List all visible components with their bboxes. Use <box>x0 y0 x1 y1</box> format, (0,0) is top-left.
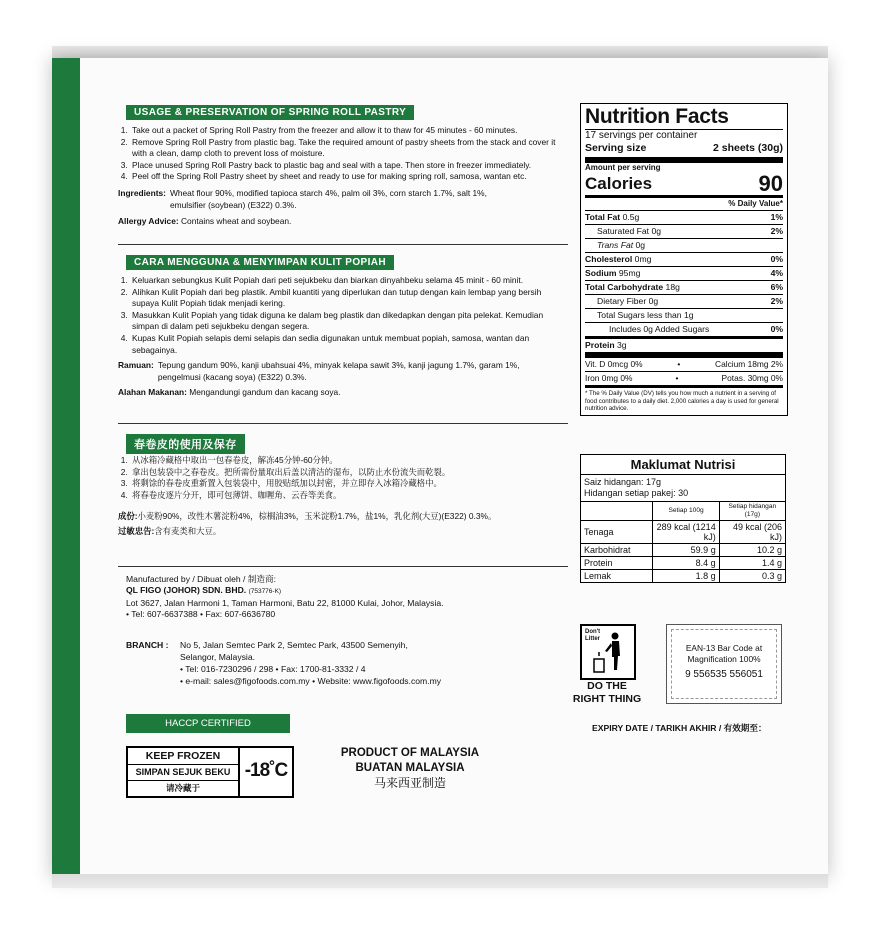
alahan-label: Alahan Makanan: <box>118 387 187 398</box>
maklumat-label: Lemak <box>581 570 653 583</box>
nutrient-label <box>585 239 645 252</box>
nutrient-name: Total Carbohydrate <box>585 282 664 292</box>
maklumat-table <box>581 501 785 582</box>
ingredients-label: Ingredients: <box>118 187 166 198</box>
usage-en-step: 3. Place unused Spring Roll Pastry back to plastic bag and seal with a tape. Then store in freezer immediately. <box>130 160 568 172</box>
amount-per-serving: Amount per serving <box>585 157 783 173</box>
maklumat-per-serving: 10.2 g <box>719 544 785 557</box>
usage-zh-heading: 春卷皮的使用及保存 <box>126 434 245 454</box>
nutrient-amount: 0mg <box>634 254 652 264</box>
nutrient-label <box>585 253 651 266</box>
nutrient-amount: 1g <box>683 310 694 320</box>
maklumat-per-serving: 1.4 g <box>719 557 785 570</box>
nutrient-name: Includes 0g Added Sugars <box>609 324 710 334</box>
manufacturer-name: QL FIGO (JOHOR) SDN. BHD. <box>126 585 247 596</box>
usage-en-step: 2. Remove Spring Roll Pastry from plastic bag. Take the required amount of pastry sheets from the stack and cover it with a clean, damp cloth to prevent loss of moisture. <box>130 137 568 160</box>
maklumat-per-100g: 1.8 g <box>653 570 719 583</box>
maklumat-label: Karbohidrat <box>581 544 653 557</box>
maklumat-row <box>581 570 785 583</box>
origin-block <box>320 746 500 791</box>
divider <box>118 244 568 245</box>
nutrient-amount: 0g <box>648 296 659 306</box>
origin-en: PRODUCT OF MALAYSIA <box>340 747 480 759</box>
nutrient-dv: 0% <box>770 324 783 334</box>
usage-zh-step: 3. 将剩馀的春卷皮重新置入包装袋中，用胶贴纸加以封密，并立即存入冰箱冷藏格中。 <box>130 478 578 490</box>
divider <box>118 423 568 424</box>
nutrient-row <box>585 280 783 294</box>
branch-line: No 5, Jalan Semtec Park 2, Semtec Park, 43500 Semenyih, <box>180 640 408 650</box>
maklumat-nutrisi-panel <box>580 454 786 583</box>
nutrient-row <box>585 266 783 280</box>
maklumat-row <box>581 544 785 557</box>
nutrient-label <box>585 339 627 352</box>
green-side-strip <box>52 58 80 878</box>
nutrient-amount: 3g <box>617 340 627 350</box>
branch-line: • e-mail: sales@figofoods.com.my • Website: www.figofoods.com.my <box>180 676 442 686</box>
nutrient-row <box>585 210 783 224</box>
allergy-label: Allergy Advice: <box>118 216 179 227</box>
nutrient-label <box>585 211 639 224</box>
nutrient-label <box>585 225 661 238</box>
branch-label: BRANCH : <box>126 640 169 650</box>
nutrient-row <box>585 294 783 308</box>
usage-ms-step: 1. Keluarkan sebungkus Kulit Popiah dari peti sejukbeku dan biarkan dinyahbeku selama 45 minit - 60 minit. <box>130 275 568 287</box>
maklumat-per-serving: 49 kcal (206 kJ) <box>719 521 785 544</box>
haccp-badge: HACCP CERTIFIED <box>126 714 290 733</box>
dont-litter-text: Don't Litter <box>585 629 601 642</box>
potassium: Potas. 30mg 0% <box>721 373 783 383</box>
frozen-temperature: -18˚C <box>244 760 288 781</box>
dv-footnote: * The % Daily Value (DV) tells you how much a nutrient in a serving of food contributes to a daily diet. 2,000 calories a day is used for general nutrition advice. <box>585 385 783 413</box>
ramuan-text: Tepung gandum 90%, kanji ubahsuai 4%, minyak kelapa sawit 3%, kanji jagung 1.7%, garam 1%, pengelmusi (kacang soya) (E322) 0.3%. <box>157 360 520 382</box>
manufacturer-reg: (753776-K) <box>248 588 282 596</box>
nutrient-name: Dietary Fiber <box>597 296 647 306</box>
keep-frozen-box <box>126 746 294 798</box>
person-littering-icon <box>582 626 634 678</box>
nutrient-dv: 2% <box>770 296 783 306</box>
nutrient-row <box>585 322 783 336</box>
nutrient-row <box>585 308 783 322</box>
ingredients-text: Wheat flour 90%, modified tapioca starch 4%, palm oil 3%, corn starch 1.7%, salt 1%, emulsifier (soybean) (E322) 0.3%. <box>169 187 487 210</box>
origin-ms: BUATAN MALAYSIA <box>355 762 465 774</box>
nutrient-row <box>585 224 783 238</box>
nutrition-facts-panel <box>580 103 788 416</box>
col-per-serving: Setiap hidangan (17g) <box>719 502 785 521</box>
usage-ms-block <box>118 275 568 399</box>
keep-frozen-zh: 请冷藏于 <box>165 783 200 793</box>
alahan-text: Mengandungi gandum dan kacang soya. <box>189 387 341 398</box>
nutrient-amount: 0.5g <box>622 212 640 222</box>
usage-en-heading: USAGE & PRESERVATION OF SPRING ROLL PASTRY <box>126 105 414 120</box>
barcode-number: 9 556535 556051 <box>685 669 763 680</box>
keep-frozen-ms: SIMPAN SEJUK BEKU <box>128 765 238 781</box>
vitamin-d: Vit. D 0mcg 0% <box>585 359 643 369</box>
calories-value: 90 <box>758 171 783 196</box>
nutrient-row <box>585 238 783 252</box>
nutrient-label <box>585 295 658 308</box>
usage-zh-step: 1. 从冰箱冷藏格中取出一包春卷皮，解冻45分钟-60分钟。 <box>130 455 578 467</box>
usage-ms-heading: CARA MENGGUNA & MENYIMPAN KULIT POPIAH <box>126 255 394 270</box>
nutrient-row <box>585 336 783 352</box>
keep-frozen-en: KEEP FROZEN <box>128 748 238 765</box>
saiz-hidangan <box>581 475 785 501</box>
usage-ms-step: 2. Alihkan Kulit Popiah dari beg plastik. Ambil kuantiti yang diperlukan dan tutup dengan kain lembap yang bersih supaya Kulit Popiah tidak menjadi kering. <box>130 287 568 310</box>
pack-bottom-seal <box>52 874 828 888</box>
zh-ingredients-text: 小麦粉90%，改性木薯淀粉4%，棕榈油3%，玉米淀粉1.7%，盐1%，乳化剂(大豆)(E322) 0.3%。 <box>137 511 497 522</box>
barcode-line-2: Magnification 100% <box>687 654 761 664</box>
maklumat-row <box>581 557 785 570</box>
nutrient-name: Cholesterol <box>585 254 633 264</box>
nutrient-amount: 95mg <box>618 268 641 278</box>
maklumat-per-100g: 8.4 g <box>653 557 719 570</box>
barcode-caption <box>673 643 775 680</box>
usage-zh-step: 2. 拿出包装袋中之春卷皮。把所需份量取出后盖以清洁的湿布，以防止水份流失而乾裂。 <box>130 467 578 479</box>
nutrient-amount: 0g <box>635 240 646 250</box>
barcode-line-1: EAN-13 Bar Code at <box>685 643 763 653</box>
zh-allergy-text: 含有麦类和大豆。 <box>154 525 222 536</box>
saiz-hidangan-text: Saiz hidangan: 17g <box>584 477 662 487</box>
nutrient-dv: 0% <box>770 254 783 264</box>
do-the-right-thing <box>562 680 652 706</box>
hidangan-setiap-pakej: Hidangan setiap pakej: 30 <box>584 488 689 498</box>
branch-block <box>126 639 566 687</box>
nutrient-dv: 4% <box>770 268 783 278</box>
maklumat-title: Maklumat Nutrisi <box>581 455 785 475</box>
nutrient-label <box>585 281 680 294</box>
allergy-text: Contains wheat and soybean. <box>181 216 292 227</box>
ramuan-label: Ramuan: <box>118 360 154 371</box>
nutrient-name: Saturated Fat <box>597 226 650 236</box>
serving-size-value: 2 sheets (30g) <box>712 142 783 154</box>
barcode-box <box>666 624 782 704</box>
nutrient-name: Trans Fat <box>597 240 634 250</box>
nutrient-name: Sodium <box>585 268 617 278</box>
nutrient-name: Total Sugars less than <box>597 310 682 320</box>
zh-allergy-label: 过敏忠告: <box>118 525 155 536</box>
expiry-label: EXPIRY DATE / TARIKH AKHIR / 有效期至： <box>592 723 767 733</box>
usage-en-step: 4. Peel off the Spring Roll Pastry sheet by sheet and ready to use for making spring roll, samosa, wantan etc. <box>130 171 568 183</box>
maklumat-per-100g: 289 kcal (1214 kJ) <box>653 521 719 544</box>
usage-ms-step: 3. Masukkan Kulit Popiah yang tidak diguna ke dalam beg plastik dan dikedapkan dengan pita pelekat. Kemudian simpan di dalam peti sejukbeku dengan segera. <box>130 310 568 333</box>
nutrient-amount: 0g <box>651 226 662 236</box>
nutrient-amount: 18g <box>665 282 680 292</box>
nutrient-row <box>585 252 783 266</box>
zh-ingredients-label: 成份: <box>118 511 138 522</box>
dont-litter-sign <box>580 624 636 680</box>
manufacturer-address: Lot 3627, Jalan Harmoni 1, Taman Harmoni, Batu 22, 81000 Kulai, Johor, Malaysia. <box>126 597 444 608</box>
dv-header: % Daily Value* <box>585 195 783 210</box>
litter-caption-1: DO THE <box>587 680 627 692</box>
maklumat-row <box>581 521 785 544</box>
nutrient-name: Protein <box>585 340 615 350</box>
servings-per-container: 17 servings per container <box>585 129 783 142</box>
maklumat-label: Tenaga <box>581 521 653 544</box>
nutrient-label <box>585 309 694 322</box>
nutrient-name: Total Fat <box>585 212 621 222</box>
nutrient-dv: 6% <box>770 282 783 292</box>
origin-zh: 马来西亚制造 <box>373 776 446 790</box>
manufacturer-intro: Manufactured by / Dibuat oleh / 制造商: <box>126 574 276 584</box>
package-back <box>52 58 828 878</box>
nutrient-dv: 1% <box>770 212 783 222</box>
bullet-dot: • <box>675 373 679 383</box>
usage-zh-block <box>118 455 578 538</box>
manufacturer-block <box>126 574 566 621</box>
maklumat-per-serving: 0.3 g <box>719 570 785 583</box>
branch-line: Selangor, Malaysia. <box>180 652 255 662</box>
usage-en-block <box>118 125 568 228</box>
usage-zh-step: 4. 将春卷皮逐片分开，即可包薄饼、咖喱角、云吞等美食。 <box>130 490 578 502</box>
nutrient-label <box>585 323 709 336</box>
nutrient-rows <box>585 210 783 352</box>
nutrition-facts-title: Nutrition Facts <box>585 105 729 128</box>
nutrient-dv: 2% <box>770 226 783 236</box>
calories-label: Calories <box>585 174 653 193</box>
serving-size-label: Serving size <box>585 142 647 154</box>
calcium: Calcium 18mg 2% <box>715 359 783 369</box>
usage-en-step: 1. Take out a packet of Spring Roll Pastry from the freezer and allow it to thaw for 45 minutes - 60 minutes. <box>130 125 568 137</box>
iron: Iron 0mg 0% <box>585 373 633 383</box>
branch-line: • Tel: 016-7230296 / 298 • Fax: 1700-81-3332 / 4 <box>180 664 366 674</box>
nutrient-label <box>585 267 640 280</box>
usage-ms-step: 4. Kupas Kulit Popiah selapis demi selapis dan sedia digunakan untuk membuat popiah, samosa, wantan dan sebagainya. <box>130 333 568 356</box>
litter-caption-2: RIGHT THING <box>572 693 642 705</box>
divider <box>118 566 568 567</box>
col-per-100g: Setiap 100g <box>653 502 719 521</box>
manufacturer-contact: • Tel: 607-6637388 • Fax: 607-6636780 <box>126 609 276 620</box>
maklumat-per-100g: 59.9 g <box>653 544 719 557</box>
bullet-dot: • <box>677 359 681 369</box>
maklumat-label: Protein <box>581 557 653 570</box>
